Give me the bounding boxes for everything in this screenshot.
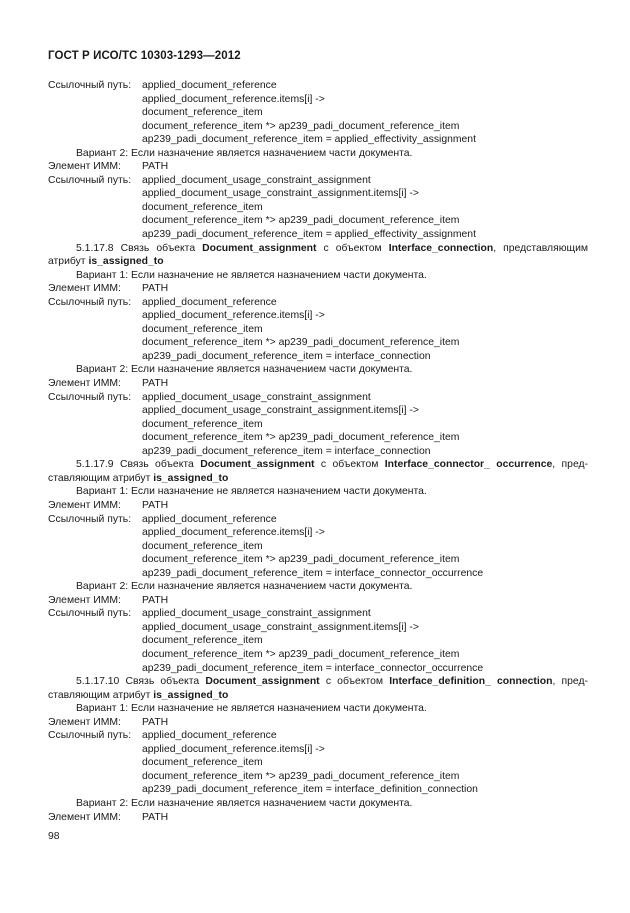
imm-element-value: PATH xyxy=(142,594,169,606)
section-heading xyxy=(48,458,588,485)
section-number: 5.1.17.10 xyxy=(76,676,120,688)
section-attribute: is_assigned_to xyxy=(153,689,229,701)
imm-element-value: PATH xyxy=(142,378,169,390)
reference-path-label: Ссылочный путь: xyxy=(48,174,132,186)
reference-path-line xyxy=(48,540,588,554)
reference-path-value: document_reference_item xyxy=(142,418,263,430)
reference-path-value: applied_document_reference.items[i] -> xyxy=(142,310,325,322)
reference-path-value: applied_document_usage_constraint_assignment.items[i] -> xyxy=(142,405,419,417)
imm-element-line xyxy=(48,594,588,608)
variant-line: Вариант 1: Если назначение не является назначением части документа. xyxy=(76,269,427,281)
section-object: Document_assignment xyxy=(200,459,315,471)
imm-element-line xyxy=(48,282,588,296)
reference-path-line xyxy=(48,350,588,364)
reference-path-line xyxy=(48,106,588,120)
section-text: , представляющим атрибут xyxy=(48,242,589,268)
reference-path-line xyxy=(48,201,588,215)
reference-path-value: ap239_padi_document_reference_item = interface_connector_occurrence xyxy=(142,567,484,579)
reference-path-value: ap239_padi_document_reference_item = interface_definition_connection xyxy=(142,784,478,796)
imm-element-line xyxy=(48,811,588,825)
reference-path-line xyxy=(48,391,588,405)
reference-path-line xyxy=(48,553,588,567)
reference-path-value: applied_document_usage_constraint_assignment.items[i] -> xyxy=(142,621,419,633)
section-text: с объектом xyxy=(325,676,384,688)
imm-element-label: Элемент ИММ: xyxy=(48,811,121,823)
imm-element-label: Элемент ИММ: xyxy=(48,499,121,511)
reference-path-value: document_reference_item xyxy=(142,323,263,335)
section-object: Document_assignment xyxy=(202,242,317,254)
reference-path-value: applied_document_usage_constraint_assignment xyxy=(142,391,371,403)
reference-path-value: document_reference_item xyxy=(142,107,263,119)
section-text: , пред-ставляющим атрибут xyxy=(48,459,589,484)
variant-line: Вариант 2: Если назначение является назначением части документа. xyxy=(76,364,413,376)
imm-element-line xyxy=(48,716,588,730)
reference-path-value: document_reference_item *> ap239_padi_document_reference_item xyxy=(142,648,460,660)
reference-path-line xyxy=(48,770,588,784)
reference-path-value: applied_document_reference xyxy=(142,513,277,525)
reference-path-value: document_reference_item *> ap239_padi_document_reference_item xyxy=(142,432,460,444)
reference-path-value: ap239_padi_document_reference_item = interface_connector_occurrence xyxy=(142,662,484,674)
section-attribute: is_assigned_to xyxy=(153,472,229,484)
reference-path-value: applied_document_reference.items[i] -> xyxy=(142,527,325,539)
reference-path-line xyxy=(48,187,588,201)
imm-element-label: Элемент ИММ: xyxy=(48,283,121,295)
imm-element-value: PATH xyxy=(142,283,169,295)
section-heading xyxy=(48,675,588,702)
section-heading xyxy=(48,242,588,269)
reference-path-value: ap239_padi_document_reference_item = interface_connection xyxy=(142,445,431,457)
reference-path-label: Ссылочный путь: xyxy=(48,608,132,620)
reference-path-line xyxy=(48,418,588,432)
reference-path-value: applied_document_usage_constraint_assignment xyxy=(142,608,371,620)
reference-path-value: applied_document_usage_constraint_assignment.items[i] -> xyxy=(142,188,419,200)
section-text: с объектом xyxy=(320,459,379,471)
reference-path-label: Ссылочный путь: xyxy=(48,296,132,308)
reference-path-line xyxy=(48,296,588,310)
reference-path-line xyxy=(48,648,588,662)
imm-element-value: PATH xyxy=(142,499,169,511)
reference-path-line xyxy=(48,526,588,540)
reference-path-value: document_reference_item *> ap239_padi_document_reference_item xyxy=(142,120,460,132)
reference-path-label: Ссылочный путь: xyxy=(48,391,132,403)
imm-element-line xyxy=(48,499,588,513)
reference-path-value: document_reference_item *> ap239_padi_document_reference_item xyxy=(142,554,460,566)
variant-line: Вариант 2: Если назначение является назначением части документа. xyxy=(76,147,413,159)
reference-path-line xyxy=(48,756,588,770)
reference-path-line xyxy=(48,323,588,337)
reference-path-value: document_reference_item xyxy=(142,201,263,213)
section-number: 5.1.17.8 xyxy=(76,242,114,254)
reference-path-value: document_reference_item xyxy=(142,757,263,769)
reference-path-value: applied_document_reference.items[i] -> xyxy=(142,93,325,105)
section-text: с объектом xyxy=(323,242,382,254)
reference-path-line xyxy=(48,431,588,445)
reference-path-value: document_reference_item xyxy=(142,635,263,647)
imm-element-value: PATH xyxy=(142,811,169,823)
reference-path-value: ap239_padi_document_reference_item = interface_connection xyxy=(142,350,431,362)
reference-path-line xyxy=(48,729,588,743)
reference-path-line xyxy=(48,93,588,107)
document-header: ГОСТ Р ИСО/ТС 10303-1293—2012 xyxy=(48,50,241,62)
imm-element-label: Элемент ИММ: xyxy=(48,594,121,606)
imm-element-line xyxy=(48,377,588,391)
reference-path-line xyxy=(48,567,588,581)
section-attribute: is_assigned_to xyxy=(88,256,164,268)
imm-element-value: PATH xyxy=(142,716,169,728)
reference-path-line xyxy=(48,214,588,228)
reference-path-line xyxy=(48,607,588,621)
reference-path-line xyxy=(48,133,588,147)
reference-path-line xyxy=(48,783,588,797)
reference-path-line xyxy=(48,634,588,648)
section-target: Interface_connection xyxy=(388,242,494,254)
reference-path-line xyxy=(48,228,588,242)
reference-path-line xyxy=(48,174,588,188)
imm-element-line xyxy=(48,160,588,174)
reference-path-value: document_reference_item *> ap239_padi_document_reference_item xyxy=(142,337,460,349)
imm-element-value: PATH xyxy=(142,161,169,173)
imm-element-label: Элемент ИММ: xyxy=(48,716,121,728)
section-target: Interface_connector_ occurrence xyxy=(384,459,553,471)
reference-path-label: Ссылочный путь: xyxy=(48,80,132,91)
variant-line: Вариант 2: Если назначение является назначением части документа. xyxy=(76,581,413,593)
reference-path-line xyxy=(48,621,588,635)
reference-path-value: ap239_padi_document_reference_item = applied_effectivity_assignment xyxy=(142,134,476,146)
section-text: Связь объекта xyxy=(119,459,194,471)
variant-line: Вариант 1: Если назначение не является назначением части документа. xyxy=(76,486,427,498)
reference-path-line xyxy=(48,120,588,134)
section-text: , пред-ставляющим атрибут xyxy=(48,676,588,701)
reference-path-value: applied_document_reference.items[i] -> xyxy=(142,743,325,755)
reference-path-line xyxy=(48,743,588,757)
section-text: Связь объекта xyxy=(125,676,200,688)
section-text: Связь объекта xyxy=(120,242,196,254)
section-target: Interface_definition_ connection xyxy=(389,676,553,688)
imm-element-label: Элемент ИММ: xyxy=(48,161,121,173)
reference-path-value: applied_document_reference xyxy=(142,80,277,91)
reference-path-line xyxy=(48,336,588,350)
reference-path-value: applied_document_reference xyxy=(142,296,277,308)
imm-element-label: Элемент ИММ: xyxy=(48,378,121,390)
document-body xyxy=(48,79,588,824)
page-number: 98 xyxy=(48,831,60,842)
reference-path-label: Ссылочный путь: xyxy=(48,730,132,742)
reference-path-line xyxy=(48,445,588,459)
reference-path-value: applied_document_reference xyxy=(142,730,277,742)
reference-path-line xyxy=(48,309,588,323)
variant-line: Вариант 1: Если назначение не является назначением части документа. xyxy=(76,703,427,715)
reference-path-line xyxy=(48,662,588,676)
reference-path-value: applied_document_usage_constraint_assignment xyxy=(142,174,371,186)
reference-path-value: ap239_padi_document_reference_item = applied_effectivity_assignment xyxy=(142,229,476,241)
reference-path-value: document_reference_item *> ap239_padi_document_reference_item xyxy=(142,215,460,227)
reference-path-line xyxy=(48,404,588,418)
reference-path-line xyxy=(48,79,588,93)
section-object: Document_assignment xyxy=(205,676,320,688)
variant-line: Вариант 2: Если назначение является назначением части документа. xyxy=(76,797,413,809)
reference-path-value: document_reference_item *> ap239_padi_document_reference_item xyxy=(142,770,460,782)
reference-path-label: Ссылочный путь: xyxy=(48,513,132,525)
section-number: 5.1.17.9 xyxy=(76,459,114,471)
reference-path-line xyxy=(48,513,588,527)
reference-path-value: document_reference_item xyxy=(142,540,263,552)
